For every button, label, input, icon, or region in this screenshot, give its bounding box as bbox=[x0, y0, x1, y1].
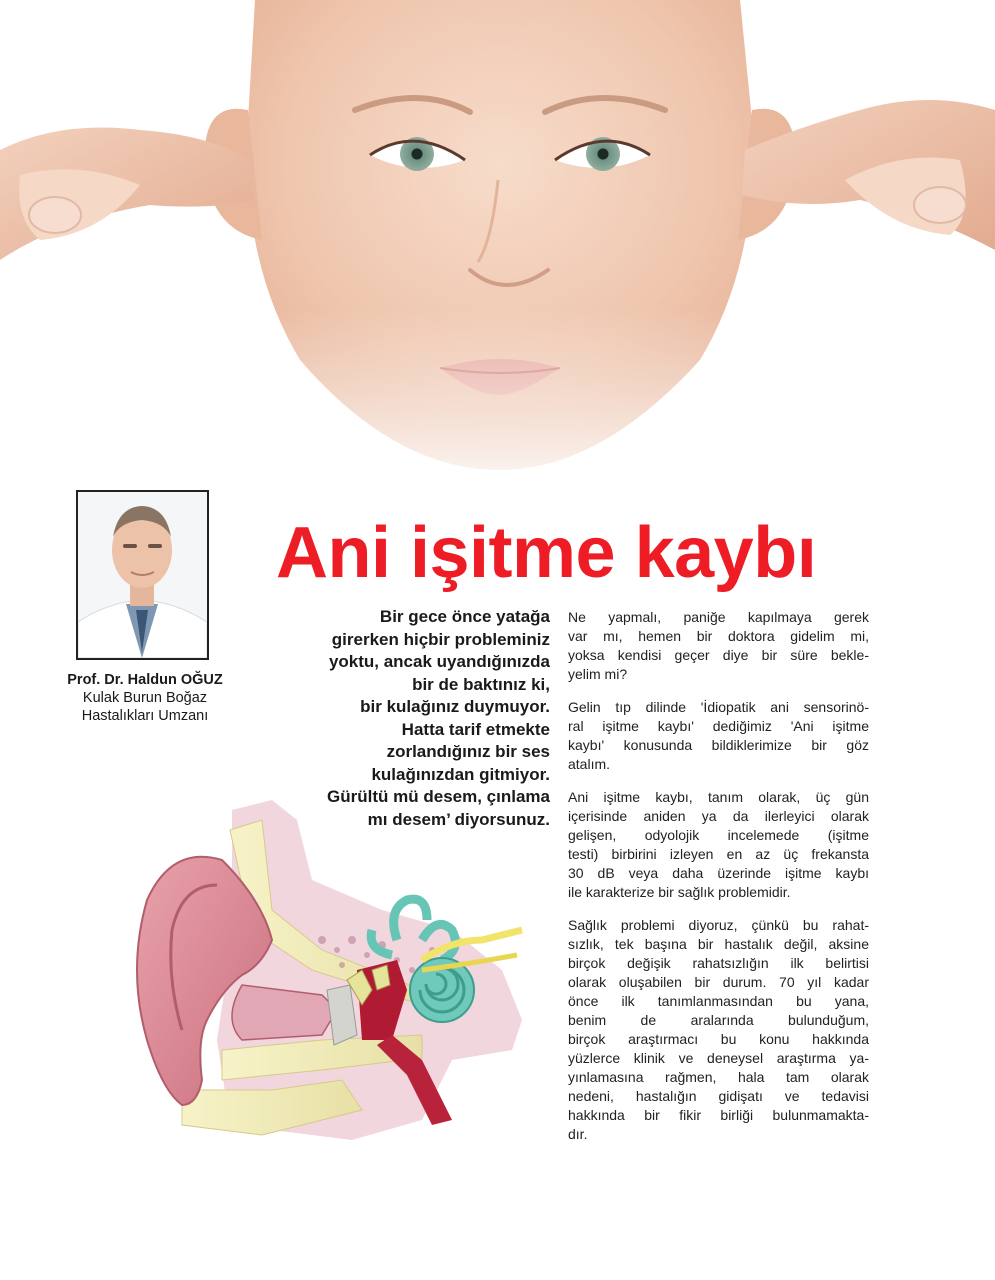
body-paragraph-1 bbox=[564, 608, 869, 684]
lead-line: Gürültü mü desem, çınlama bbox=[327, 787, 550, 806]
author-name: Prof. Dr. Haldun OĞUZ bbox=[67, 672, 223, 688]
author-caption bbox=[40, 671, 250, 725]
body-line: var mı, hemen bir doktora gidelim mi, bbox=[568, 628, 869, 644]
lead-line: bir kulağınız duymuyor. bbox=[360, 697, 550, 716]
author-title-line2: Hastalıkları Umzanı bbox=[81, 708, 209, 724]
body-line: yınlamasına rağmen, hala tam olarak bbox=[568, 1069, 869, 1085]
body-line: Ani işitme kaybı, tanım olarak, üç gün bbox=[568, 789, 869, 805]
lead-line: girerken hiçbir probleminiz bbox=[331, 629, 550, 649]
body-line: birçok araştırmacı bu konu hakkında bbox=[568, 1031, 869, 1047]
body-line: sızlık, tek başına bir hastalık değil, aksine bbox=[568, 936, 869, 952]
body-line: ral işitme kaybı' dediğimiz 'Ani işitme bbox=[568, 718, 869, 734]
body-line: dır. bbox=[568, 1126, 588, 1142]
author-title-line1: Kulak Burun Boğaz bbox=[82, 690, 208, 706]
body-line: Sağlık problemi diyoruz, çünkü bu rahat- bbox=[568, 917, 869, 933]
body-line: ile karakterize bir sağlık problemidir. bbox=[568, 884, 791, 900]
body-paragraph-4 bbox=[564, 916, 869, 1144]
ear-anatomy-illustration bbox=[122, 790, 552, 1150]
body-line: önce ilk tanımlanmasından bu yana, bbox=[568, 993, 869, 1009]
lead-line: yoktu, ancak uyandığınızda bbox=[328, 652, 550, 671]
body-paragraph-2 bbox=[564, 698, 869, 774]
body-line: yelim mi? bbox=[568, 666, 628, 682]
body-line: benim de aralarında bulunduğum, bbox=[568, 1012, 869, 1028]
body-line: atalım. bbox=[568, 756, 611, 772]
lead-line: Hatta tarif etmekte bbox=[401, 719, 550, 739]
hero-photo bbox=[0, 0, 995, 560]
body-line: kaybı' konusunda bildiklerimize bir göz bbox=[568, 737, 869, 753]
body-line: yoksa kendisi geçer diye bir süre bekle- bbox=[568, 647, 869, 663]
lead-line: zorlandığınız bir ses bbox=[386, 742, 550, 761]
body-line: hakkında bir fikir birliği bulunmamakta- bbox=[568, 1107, 869, 1123]
article-title: Ani işitme kaybı bbox=[276, 513, 817, 593]
body-paragraph-3 bbox=[564, 788, 869, 902]
lead-line: mı desem’ diyorsunuz. bbox=[367, 809, 550, 829]
author-photo bbox=[76, 490, 209, 660]
body-line: içerisinde aniden ya da ilerleyici olarak bbox=[568, 808, 869, 824]
body-line: Gelin tıp dilinde 'İdiopatik ani sensorinö- bbox=[568, 699, 869, 715]
lead-line: kulağınızdan gitmiyor. bbox=[371, 764, 550, 784]
lead-line: Bir gece önce yatağa bbox=[379, 607, 550, 626]
lead-line: bir de baktınız ki, bbox=[412, 674, 550, 694]
body-line: gelişen, odyolojik incelemede (işitme bbox=[568, 827, 869, 843]
body-line: olarak oluşabilen bir durum. 70 yıl kadar bbox=[568, 974, 869, 990]
body-line: 30 dB veya daha üzerinde işitme kaybı bbox=[568, 865, 869, 881]
body-line: nedeni, hastalığın gidişatı ve tedavisi bbox=[568, 1088, 869, 1104]
body-line: birçok değişik rahatsızlığın ilk belirtisi bbox=[568, 955, 869, 971]
body-line: Ne yapmalı, paniğe kapılmaya gerek bbox=[568, 609, 869, 625]
article-body bbox=[564, 608, 869, 1158]
body-line: testi) birbirini izleyen en az üç frekansta bbox=[568, 846, 869, 862]
body-line: yüzlerce klinik ve deneysel araştırma ya- bbox=[568, 1050, 869, 1066]
